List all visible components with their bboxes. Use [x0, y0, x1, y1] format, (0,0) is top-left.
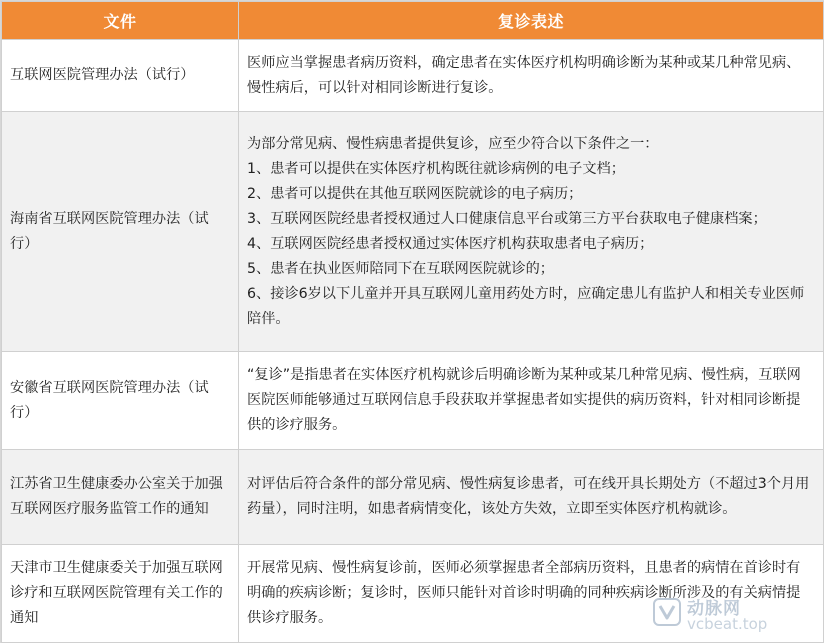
header-file: 文件 [2, 2, 239, 40]
file-cell: 江苏省卫生健康委办公室关于加强互联网医疗服务监管工作的通知 [2, 450, 239, 545]
watermark-url: vcbeat.top [687, 615, 768, 633]
description-line: 6、接诊6岁以下儿童并开具互联网儿童用药处方时，应确定患儿有监护人和相关专业医师陪伴。 [247, 285, 805, 327]
description-line: 2、患者可以提供在其他互联网医院就诊的电子病历； [247, 185, 583, 202]
description-line: 为部分常见病、慢性病患者提供复诊，应至少符合以下条件之一： [247, 135, 659, 152]
file-cell: 海南省互联网医院管理办法（试行） [2, 112, 239, 352]
description-line: “复诊”是指患者在实体医疗机构就诊后明确诊断为某种或某几种常见病、慢性病，互联网医院医师能够通过互联网信息手段获取并掌握患者如实提供的病历资料，针对相同诊断提供的诊疗服务。 [247, 367, 801, 433]
table-row [2, 112, 824, 352]
description-line: 1、患者可以提供在实体医疗机构既往就诊病例的电子文档； [247, 160, 625, 177]
description-cell [239, 450, 824, 545]
watermark-name: 动脉网 [687, 599, 741, 619]
policy-table [1, 1, 824, 643]
description-line: 医师应当掌握患者病历资料，确定患者在实体医疗机构明确诊断为某种或某几种常见病、慢性病后，可以针对相同诊断进行复诊。 [247, 54, 801, 96]
description-cell [239, 352, 824, 450]
file-cell: 互联网医院管理办法（试行） [2, 40, 239, 112]
description-line: 对评估后符合条件的部分常见病、慢性病复诊患者，可在线开具长期处方（不超过3个月用药量），同时注明，如患者病情变化，该处方失效，立即至实体医疗机构就诊。 [247, 476, 810, 517]
description-line: 3、互联网医院经患者授权通过人口健康信息平台或第三方平台获取电子健康档案； [247, 210, 767, 227]
file-cell: 安徽省互联网医院管理办法（试行） [2, 352, 239, 450]
table-row [2, 545, 824, 643]
description-line: 4、互联网医院经患者授权通过实体医疗机构获取患者电子病历； [247, 235, 654, 252]
description-line: 5、患者在执业医师陪同下在互联网医院就诊的； [247, 260, 554, 277]
table-row [2, 352, 824, 450]
description-cell [239, 545, 824, 643]
header-description: 复诊表述 [239, 2, 824, 40]
description-line: 开展常见病、慢性病复诊前，医师必须掌握患者全部病历资料，且患者的病情在首诊时有明确的疾病诊断；复诊时，医师只能针对首诊时明确的同种疾病诊断所涉及的有关病情提供诊疗服务。 [247, 560, 801, 626]
table-row [2, 40, 824, 112]
table-row [2, 450, 824, 545]
description-cell [239, 112, 824, 352]
description-cell [239, 40, 824, 112]
file-cell: 天津市卫生健康委关于加强互联网诊疗和互联网医院管理有关工作的通知 [2, 545, 239, 643]
table-header-row [2, 2, 824, 40]
